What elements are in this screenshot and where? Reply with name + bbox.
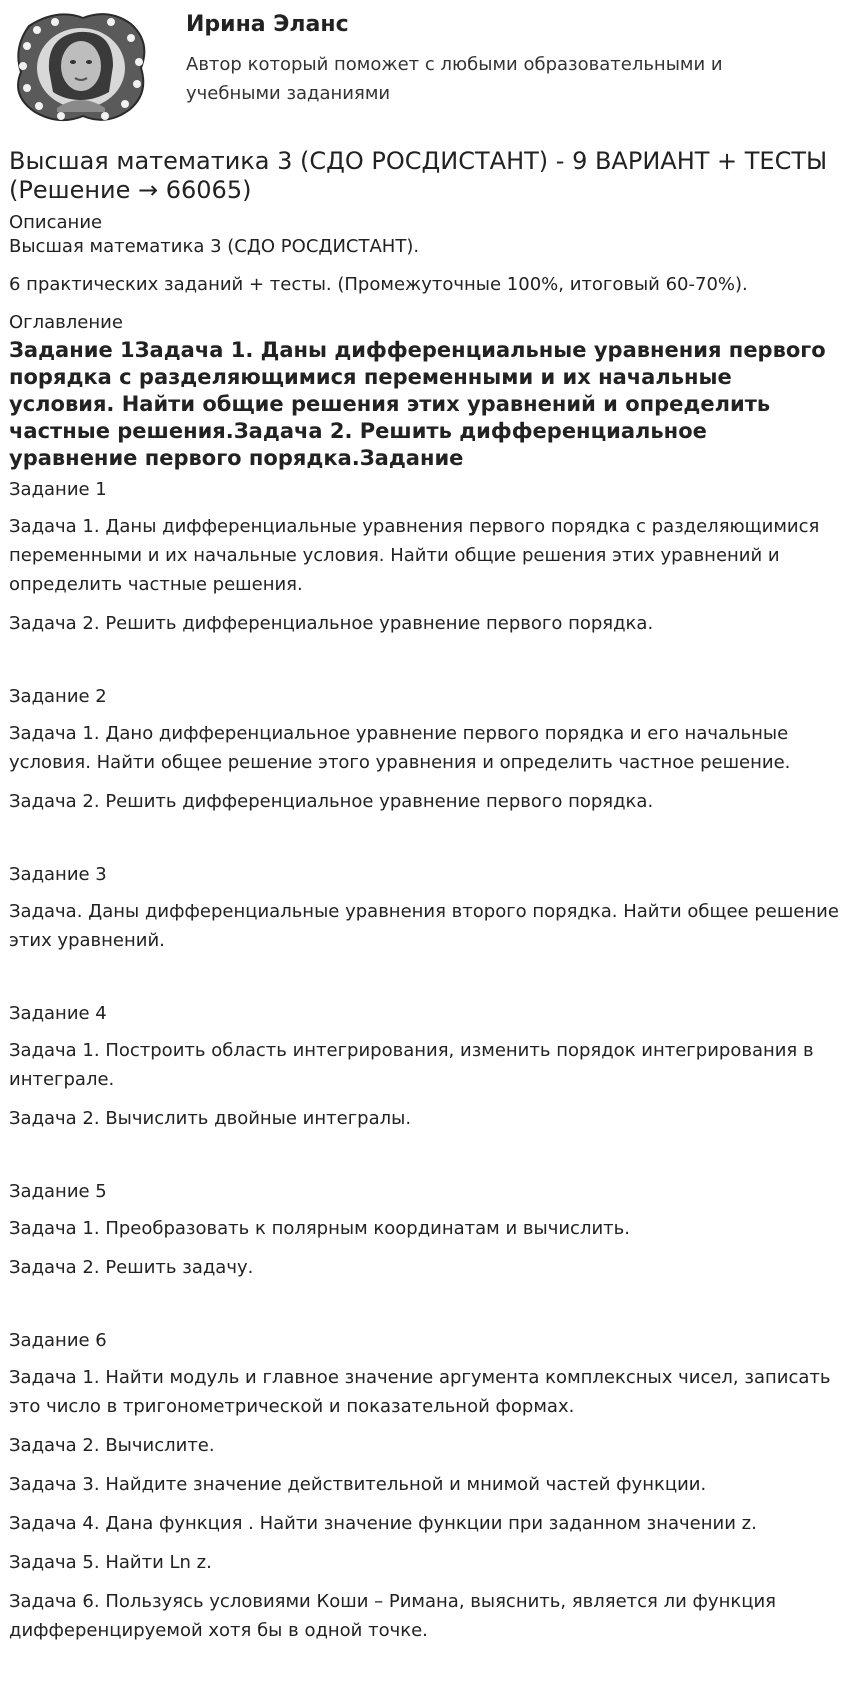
task-item: Задача 1. Преобразовать к полярным координатам и вычислить. [9, 1218, 630, 1239]
author-bio: Автор который поможет с любыми образовательными и учебными заданиями [186, 54, 723, 104]
task-item: Задача 1. Построить область интегрирования, изменить порядок интегрирования в интеграле. [9, 1040, 814, 1090]
page-title: Высшая математика 3 (СДО РОСДИСТАНТ) - 9 ВАРИАНТ + ТЕСТЫ (Решение → 66065) [9, 147, 828, 204]
task-item: Задача 5. Найти Ln z. [9, 1552, 212, 1573]
toc-label: Оглавление [9, 312, 123, 333]
task-heading: Задание 3 [9, 864, 107, 885]
task-heading: Задание 5 [9, 1181, 107, 1202]
description-line: 6 практических заданий + тесты. (Промежуточные 100%, итоговый 60-70%). [9, 274, 748, 295]
task-item: Задача. Даны дифференциальные уравнения второго порядка. Найти общее решение этих уравнений. [9, 901, 839, 951]
task-heading: Задание 2 [9, 686, 107, 707]
task-item: Задача 2. Решить дифференциальное уравнение первого порядка. [9, 791, 654, 812]
task-item: Задача 1. Даны дифференциальные уравнения первого порядка с разделяющимися переменными и их начальные условия. Найти общие решения этих уравнений и определить частные решения. [9, 516, 820, 595]
task-item: Задача 3. Найдите значение действительной и мнимой частей функции. [9, 1474, 707, 1495]
document-page [9, 0, 839, 1645]
task-heading: Задание 1 [9, 479, 107, 500]
task-list [9, 478, 839, 1645]
task-item: Задача 1. Дано дифференциальное уравнение первого порядка и его начальные условия. Найти общее решение этого уравнения и определить частное решение. [9, 723, 791, 773]
author-avatar[interactable] [9, 8, 157, 126]
task-item: Задача 6. Пользуясь условиями Коши – Римана, выяснить, является ли функция дифференцируемой хотя бы в одной точке. [9, 1591, 776, 1641]
author-block [9, 0, 839, 132]
task-heading: Задание 4 [9, 1003, 107, 1024]
author-name[interactable]: Ирина Эланс [186, 12, 349, 37]
task-item: Задача 2. Решить задачу. [9, 1257, 254, 1278]
toc-title: Задание 1Задача 1. Даны дифференциальные уравнения первого порядка с разделяющимися переменными и их начальные условия. Найти общие решения этих уравнений и определить частные решения.Задача 2. Решить дифференциальное уравнение первого порядка.Задание [9, 338, 826, 470]
task-item: Задача 4. Дана функция . Найти значение функции при заданном значении z. [9, 1513, 757, 1534]
task-item: Задача 2. Вычислить двойные интегралы. [9, 1108, 412, 1129]
description-line: Высшая математика 3 (СДО РОСДИСТАНТ). [9, 236, 420, 257]
task-item: Задача 2. Вычислите. [9, 1435, 215, 1456]
task-heading: Задание 6 [9, 1330, 107, 1351]
task-item: Задача 2. Решить дифференциальное уравнение первого порядка. [9, 613, 654, 634]
description-label: Описание [9, 212, 103, 233]
task-item: Задача 1. Найти модуль и главное значение аргумента комплексных чисел, записать это число в тригонометрической и показательной формах. [9, 1367, 831, 1417]
